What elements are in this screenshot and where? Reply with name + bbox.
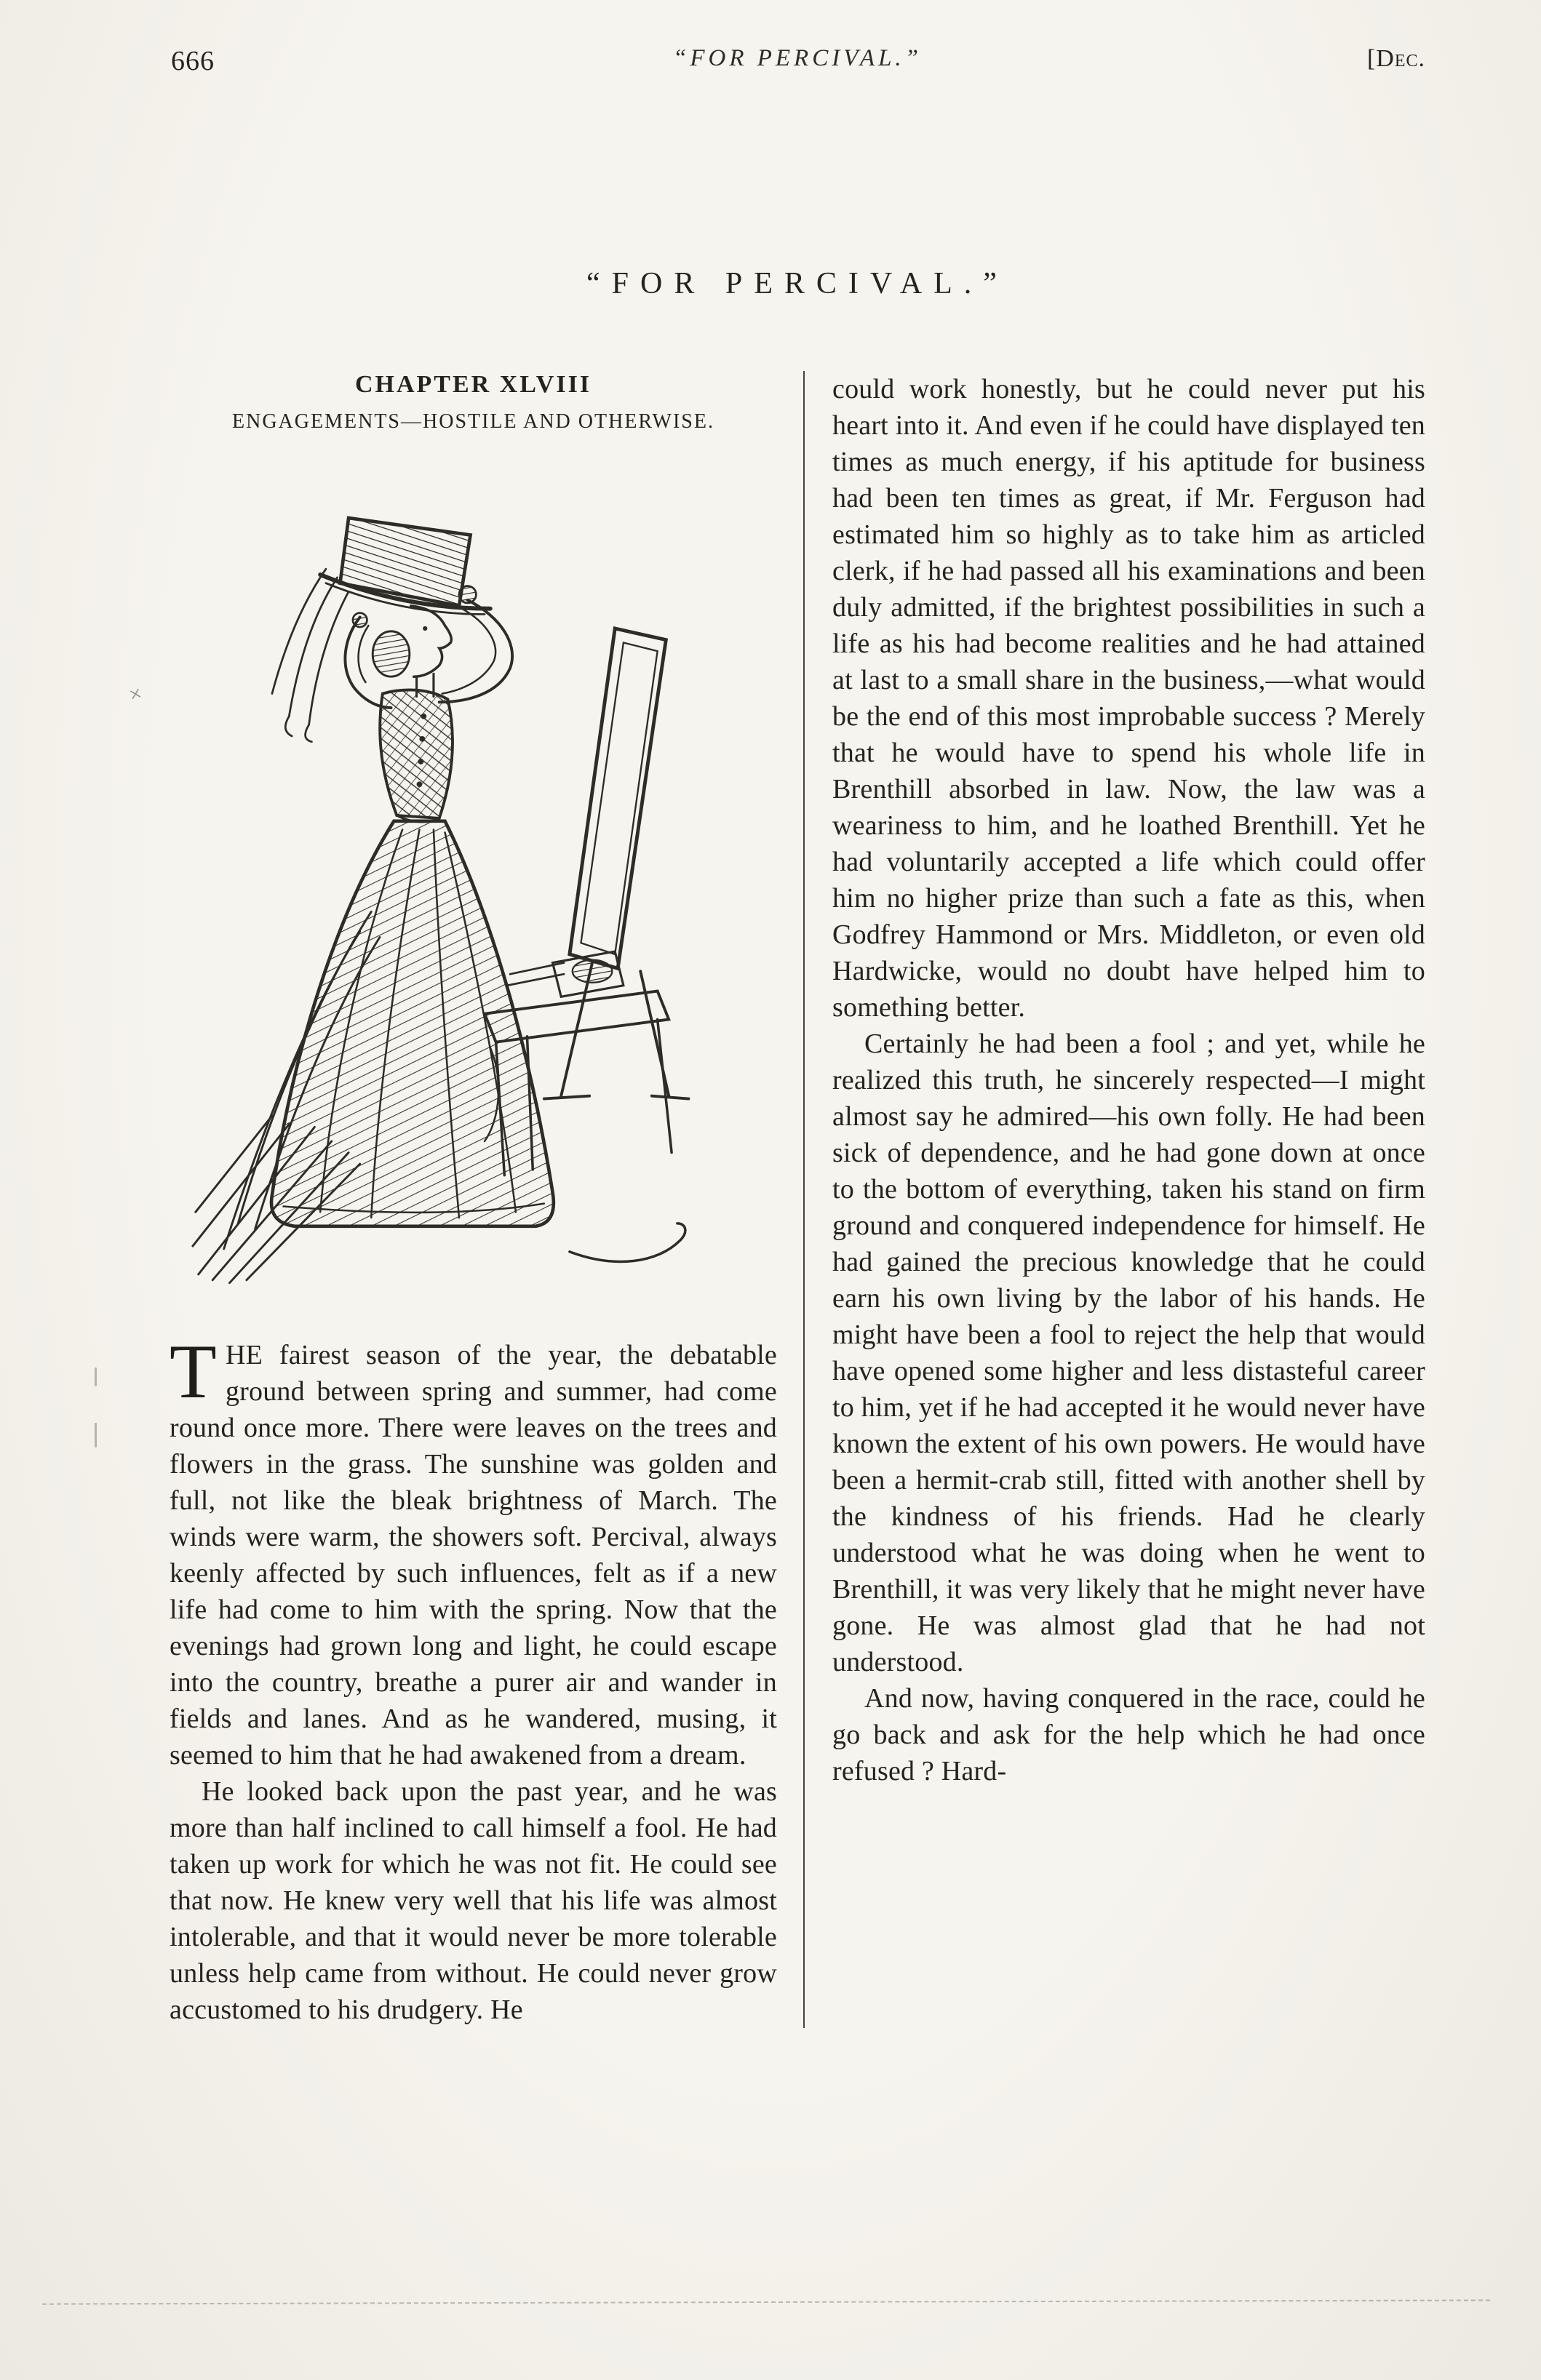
illustration-woman-trying-on-hat (190, 476, 728, 1319)
chapter-heading: CHAPTER XLVIII (354, 371, 592, 398)
mirror (544, 628, 689, 1099)
drop-cap: T (170, 1329, 217, 1414)
skirt (271, 821, 554, 1226)
flourish (570, 1223, 685, 1262)
right-column (803, 371, 1425, 2028)
paragraph-right-2: Certainly he had been a fool ; and yet, while he realized this truth, he sincerely respected—I might almost say he admired—his own folly. He had been sick of dependence, and he had gone down at once to the bottom of everything, taken his stand on firm ground and conquered independence for himself. He had gained the precious knowledge that he could earn his own living by the labor of his hands. He might have been a fool to reject the help that would have opened some higher and less distasteful career to him, yet if he had accepted it he would never have known the extent of his own powers. He would have been a hermit-crab still, fitted with another shell by the kindness of his friends. Had he clearly understood what he was doing when he went to Brenthill, it was very likely that he might never have gone. He was almost glad that he had not understood. (832, 1029, 1425, 1677)
veil (272, 569, 349, 742)
text-columns (170, 371, 1425, 2028)
page-header (170, 45, 1425, 83)
paragraph-left-2: He looked back upon the past year, and he was more than half inclined to call himself a fool. He had taken up work for which he was not fit. He could see that now. He knew very well that his life was almost intolerable, and that it would never be more tolerable unless help came from without. He could never grow accustomed to his drudgery. He (170, 1776, 777, 2025)
chapter-subheading: ENGAGEMENTS—HOSTILE AND OTHERWISE. (232, 410, 714, 433)
scan-crease-line (42, 2299, 1490, 2304)
story-title: “FOR PERCIVAL.” (586, 267, 1008, 300)
hat (340, 518, 470, 606)
page-number: 666 (171, 46, 215, 76)
bodice (380, 690, 453, 818)
paragraph-right-1: could work honestly, but he could never put his heart into it. And even if he could have displayed ten times as much energy, if his aptitude for business had been ten times as great, if Mr. Ferguson had estimated him so highly as to take him as articled clerk, if he had passed all his examinations and been duly admitted, if the brightest possibilities in such a life as his had become realities and he had attained at last to a small share in the business,—what would be the end of this most improbable success ? Merely that he would have to spend his whole life in Brenthill absorbed in law. Now, the law was a weariness to him, and he loathed Brenthill. Yet he had voluntarily accepted a life which could offer him no higher prize than such a fate as this, when Godfrey Hammond or Mrs. Middleton, or even old Hardwicke, would no doubt have helped him to something better. (832, 374, 1425, 1023)
paragraph-left-1 (170, 1329, 777, 1773)
face-profile (411, 606, 452, 676)
woman-figure (271, 518, 554, 1226)
hair-bun (373, 631, 410, 676)
illustration-sketch (190, 476, 728, 1319)
margin-tick-artifact (95, 1423, 97, 1447)
margin-tick-artifact (95, 1367, 97, 1386)
issue-label: [Dec. (1366, 45, 1425, 72)
running-title: “FOR PERCIVAL.” (672, 45, 923, 71)
left-column (170, 371, 777, 2028)
paragraph-text: HE fairest season of the year, the debatable ground between spring and summer, had come round once more. There were leaves on the trees and flowers in the grass. The sunshine was golden and full, not like the bleak brightness of March. The winds were warm, the showers soft. Percival, always keenly affected by such influences, felt as if a new life had come to him with the spring. Now that the evenings had grown long and light, he could escape into the country, breathe a purer air and wander in fields and lanes. And as he wandered, musing, it seemed to him that he had awakened from a dream. (170, 1340, 777, 1770)
margin-pencil-mark: × (127, 681, 145, 708)
paragraph-right-3: And now, having conquered in the race, could he go back and ask for the help which he had once refused ? Hard- (832, 1683, 1425, 1786)
